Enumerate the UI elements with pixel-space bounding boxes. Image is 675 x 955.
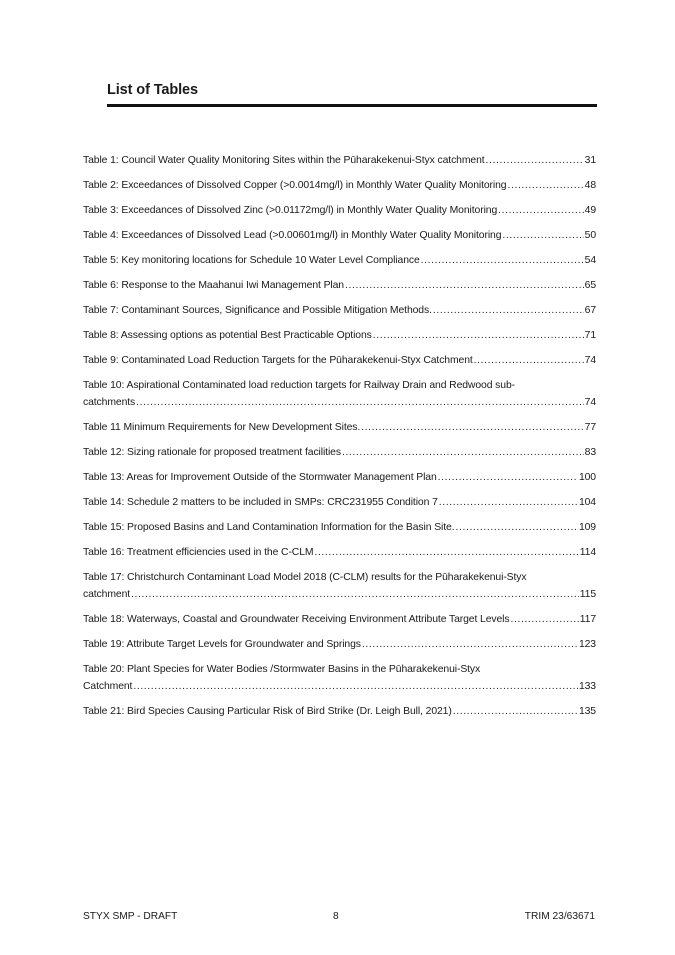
entry-title: Table 8: Assessing options as potential Best Practicable Options	[83, 330, 372, 341]
entry-page-number: 50	[584, 230, 596, 241]
leader-dots	[486, 152, 584, 169]
entry-title: Table 5: Key monitoring locations for Schedule 10 Water Level Compliance	[83, 255, 420, 266]
page-title: List of Tables	[107, 82, 198, 98]
list-item[interactable]	[83, 252, 596, 269]
heading-rule	[107, 104, 597, 107]
entry-title-continued: Catchment	[83, 681, 133, 692]
entry-page-number: 74	[584, 397, 596, 408]
leader-dots	[136, 394, 584, 411]
list-item[interactable]	[83, 636, 596, 653]
footer-page-number: 8	[333, 911, 339, 922]
entry-title: Table 1: Council Water Quality Monitoring Sites within the Pūharakekenui-Styx catchment	[83, 155, 485, 166]
entry-title: Table 7: Contaminant Sources, Significance and Possible Mitigation Methods.	[83, 305, 432, 316]
entry-title: Table 4: Exceedances of Dissolved Lead (>0.00601mg/l) in Monthly Water Quality Monitoring	[83, 230, 502, 241]
leader-dots	[433, 302, 584, 319]
list-item[interactable]	[83, 152, 596, 169]
leader-dots	[453, 703, 578, 720]
entry-page-number: 67	[584, 305, 596, 316]
list-item[interactable]	[83, 419, 596, 436]
entry-title-continued: catchments	[83, 397, 136, 408]
entry-page-number: 65	[584, 280, 596, 291]
entry-page-number: 71	[584, 330, 596, 341]
leader-dots	[342, 444, 584, 461]
footer-trim-reference: TRIM 23/63671	[524, 911, 595, 922]
entry-title: Table 17: Christchurch Contaminant Load Model 2018 (C-CLM) results for the Pūharakekenui-Styx	[83, 572, 527, 583]
entry-title: Table 2: Exceedances of Dissolved Copper (>0.0014mg/l) in Monthly Water Quality Monitoring	[83, 180, 507, 191]
entry-title: Table 12: Sizing rationale for proposed treatment facilities	[83, 447, 341, 458]
list-item[interactable]	[83, 327, 596, 344]
leader-dots	[362, 636, 578, 653]
footer-document-title: STYX SMP - DRAFT	[83, 911, 178, 922]
list-item[interactable]	[83, 227, 596, 244]
leader-dots	[456, 519, 578, 536]
entry-title: Table 13: Areas for Improvement Outside of the Stormwater Management Plan	[83, 472, 437, 483]
list-item[interactable]	[83, 611, 596, 628]
entry-page-number: 133	[578, 681, 596, 692]
entry-title-continued: catchment	[83, 589, 131, 600]
entry-page-number: 115	[579, 589, 596, 600]
leader-dots	[345, 277, 584, 294]
leader-dots	[373, 327, 584, 344]
entry-page-number: 135	[578, 706, 596, 717]
leader-dots	[510, 611, 578, 628]
entry-page-number: 104	[578, 497, 596, 508]
leader-dots	[133, 678, 578, 695]
entry-page-number: 74	[584, 355, 596, 366]
entry-page-number: 31	[584, 155, 596, 166]
entry-title: Table 9: Contaminated Load Reduction Targets for the Pūharakekenui-Styx Catchment	[83, 355, 473, 366]
entry-page-number: 48	[584, 180, 596, 191]
list-item[interactable]	[83, 661, 596, 695]
leader-dots	[502, 227, 583, 244]
entry-page-number: 117	[579, 614, 596, 625]
leader-dots	[131, 586, 579, 603]
list-item[interactable]	[83, 177, 596, 194]
leader-dots	[421, 252, 584, 269]
entry-title: Table 10: Aspirational Contaminated load reduction targets for Railway Drain and Redwood sub-	[83, 380, 515, 391]
list-item[interactable]	[83, 569, 596, 603]
table-list	[83, 152, 596, 728]
entry-page-number: 83	[584, 447, 596, 458]
list-item[interactable]	[83, 444, 596, 461]
entry-title: Table 16: Treatment efficiencies used in the C-CLM	[83, 547, 314, 558]
entry-page-number: 109	[578, 522, 596, 533]
list-item[interactable]	[83, 302, 596, 319]
list-item[interactable]	[83, 469, 596, 486]
entry-title: Table 6: Response to the Maahanui Iwi Management Plan	[83, 280, 344, 291]
entry-title: Table 19: Attribute Target Levels for Groundwater and Springs	[83, 639, 361, 650]
list-item[interactable]	[83, 519, 596, 536]
list-item[interactable]	[83, 352, 596, 369]
list-item[interactable]	[83, 494, 596, 511]
entry-page-number: 100	[578, 472, 596, 483]
list-item[interactable]	[83, 377, 596, 411]
list-item[interactable]	[83, 703, 596, 720]
entry-page-number: 123	[578, 639, 596, 650]
entry-title: Table 20: Plant Species for Water Bodies /Stormwater Basins in the Pūharakekenui-Styx	[83, 664, 481, 675]
list-item[interactable]	[83, 277, 596, 294]
leader-dots	[474, 352, 584, 369]
entry-title: Table 14: Schedule 2 matters to be included in SMPs: CRC231955 Condition 7	[83, 497, 438, 508]
entry-title: Table 21: Bird Species Causing Particular Risk of Bird Strike (Dr. Leigh Bull, 2021)	[83, 706, 452, 717]
entry-page-number: 114	[579, 547, 596, 558]
leader-dots	[314, 544, 578, 561]
entry-title: Table 15: Proposed Basins and Land Contamination Information for the Basin Site.	[83, 522, 455, 533]
entry-title: Table 3: Exceedances of Dissolved Zinc (>0.01172mg/l) in Monthly Water Quality Monitoring	[83, 205, 498, 216]
leader-dots	[361, 419, 583, 436]
leader-dots	[439, 494, 578, 511]
leader-dots	[498, 202, 584, 219]
entry-title: Table 11 Minimum Requirements for New Development Sites.	[83, 422, 361, 433]
list-item[interactable]	[83, 544, 596, 561]
entry-page-number: 49	[584, 205, 596, 216]
leader-dots	[438, 469, 578, 486]
leader-dots	[507, 177, 583, 194]
entry-page-number: 77	[584, 422, 596, 433]
list-item[interactable]	[83, 202, 596, 219]
entry-page-number: 54	[584, 255, 596, 266]
entry-title: Table 18: Waterways, Coastal and Groundwater Receiving Environment Attribute Target Levels	[83, 614, 510, 625]
